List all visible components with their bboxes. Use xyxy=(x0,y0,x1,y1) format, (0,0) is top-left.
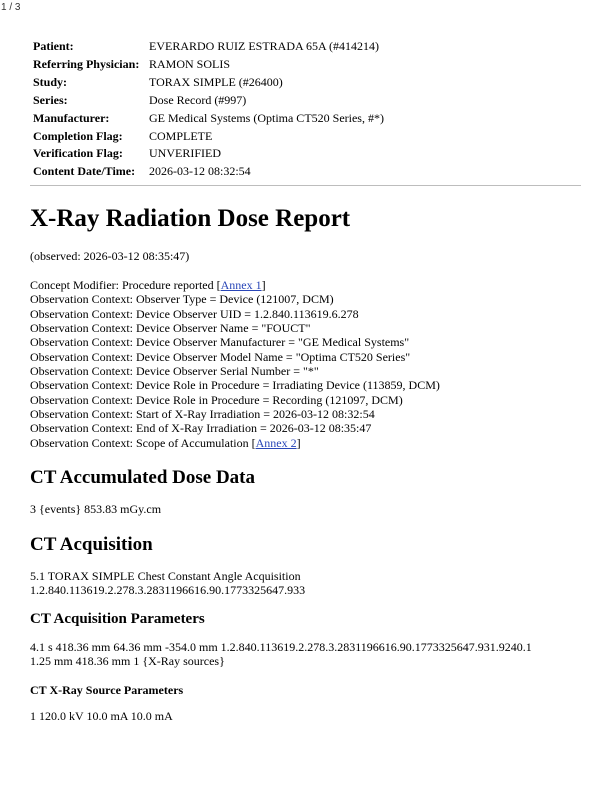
acquisition-parameters-line: 4.1 s 418.36 mm 64.36 mm -354.0 mm 1.2.840.113619.2.278.3.2831196616.90.1773325647.931.9240.1 xyxy=(30,639,532,654)
header-value: COMPLETE xyxy=(149,128,213,143)
header-label: Series: xyxy=(33,92,68,107)
header-row-verification-flag xyxy=(33,145,384,163)
header-value: UNVERIFIED xyxy=(149,146,221,161)
header-row-study xyxy=(33,74,384,92)
header-label: Verification Flag: xyxy=(33,146,123,161)
context-line-end-irradiation: Observation Context: End of X-Ray Irradiation = 2026-03-12 08:35:47 xyxy=(30,421,372,436)
xray-source-values: 1 120.0 kV 10.0 mA 10.0 mA xyxy=(30,708,173,723)
acquisition-parameters-line: 1.25 mm 418.36 mm 1 {X-Ray sources} xyxy=(30,654,225,669)
scope-of-accumulation-line xyxy=(30,436,590,450)
header-value: RAMON SOLIS xyxy=(149,56,231,71)
observation-context-list xyxy=(30,278,590,450)
acquisition-details xyxy=(30,569,590,598)
context-line-observer-manufacturer: Observation Context: Device Observer Manufacturer = "GE Medical Systems" xyxy=(30,335,410,350)
header-row-referring-physician xyxy=(33,56,384,74)
header-label: Study: xyxy=(33,74,68,89)
header-label: Content Date/Time: xyxy=(33,164,136,179)
concept-modifier-suffix: ] xyxy=(261,278,266,292)
concept-modifier-line xyxy=(30,278,590,292)
xray-source-heading: CT X-Ray Source Parameters xyxy=(30,682,184,697)
acquisition-parameters-heading: CT Acquisition Parameters xyxy=(30,610,205,627)
context-line-observer-type: Observation Context: Observer Type = Device (121007, DCM) xyxy=(30,292,334,307)
page-indicator: 1 / 3 xyxy=(1,2,21,13)
context-line-role-recording: Observation Context: Device Role in Procedure = Recording (121097, DCM) xyxy=(30,392,403,407)
annex-1-link[interactable]: Annex 1 xyxy=(220,278,262,292)
header-row-series xyxy=(33,92,384,110)
context-line-start-irradiation: Observation Context: Start of X-Ray Irradiation = 2026-03-12 08:32:54 xyxy=(30,407,375,422)
concept-modifier-prefix: Concept Modifier: Procedure reported [ xyxy=(30,278,221,292)
context-line-observer-uid: Observation Context: Device Observer UID = 1.2.840.113619.6.278 xyxy=(30,306,359,321)
patient-header-table xyxy=(33,38,384,181)
header-value: GE Medical Systems (Optima CT520 Series, #*) xyxy=(149,110,384,125)
header-label: Manufacturer: xyxy=(33,110,110,125)
acquisition-parameters-details xyxy=(30,640,590,669)
header-label: Completion Flag: xyxy=(33,128,123,143)
report-body xyxy=(30,200,590,723)
header-label: Patient: xyxy=(33,39,74,53)
header-value: 2026-03-12 08:32:54 xyxy=(149,164,251,179)
header-value: Dose Record (#997) xyxy=(149,92,247,107)
header-value: TORAX SIMPLE (#26400) xyxy=(149,74,283,89)
context-line-role-irradiating: Observation Context: Device Role in Procedure = Irradiating Device (113859, DCM) xyxy=(30,378,440,393)
observed-datetime: (observed: 2026-03-12 08:35:47) xyxy=(30,249,190,263)
scope-suffix: ] xyxy=(296,435,301,450)
accumulated-dose-heading: CT Accumulated Dose Data xyxy=(30,467,256,489)
header-value: EVERARDO RUIZ ESTRADA 65A (#414214) xyxy=(149,39,379,53)
header-row-content-datetime xyxy=(33,163,384,181)
header-row-patient xyxy=(33,38,384,56)
header-row-completion-flag xyxy=(33,128,384,146)
header-label: Referring Physician: xyxy=(33,56,140,71)
acquisition-uid-line: 1.2.840.113619.2.278.3.2831196616.90.1773325647.933 xyxy=(30,583,306,598)
header-row-manufacturer xyxy=(33,110,384,128)
annex-2-link[interactable]: Annex 2 xyxy=(255,435,297,450)
context-line-observer-serial: Observation Context: Device Observer Serial Number = "*" xyxy=(30,364,319,379)
acquisition-protocol-line: 5.1 TORAX SIMPLE Chest Constant Angle Acquisition xyxy=(30,568,301,583)
context-line-observer-name: Observation Context: Device Observer Name = "FOUCT" xyxy=(30,321,311,336)
context-line-observer-model: Observation Context: Device Observer Model Name = "Optima CT520 Series" xyxy=(30,349,411,364)
scope-prefix: Observation Context: Scope of Accumulation [ xyxy=(30,435,256,450)
report-title: X-Ray Radiation Dose Report xyxy=(30,205,351,232)
header-divider xyxy=(30,185,581,186)
acquisition-heading: CT Acquisition xyxy=(30,533,153,555)
accumulated-dose-value: 3 {events} 853.83 mGy.cm xyxy=(30,502,162,517)
